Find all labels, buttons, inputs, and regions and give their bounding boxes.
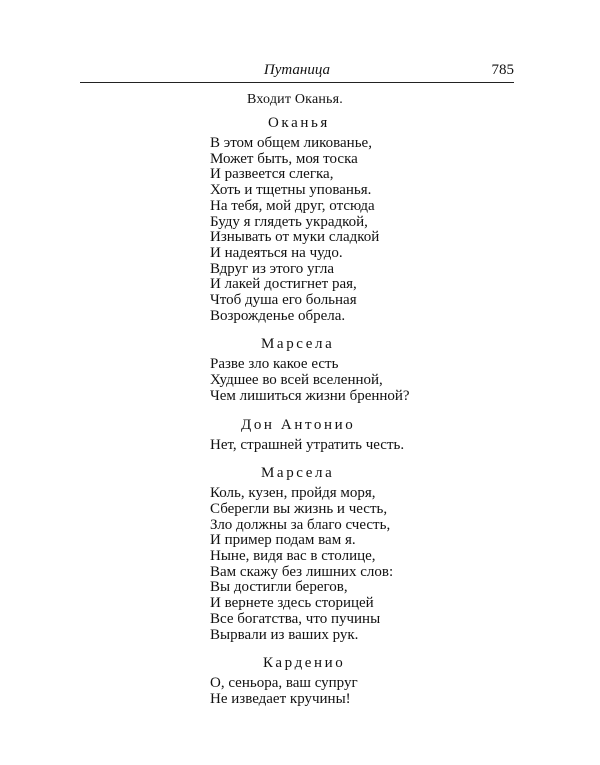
speech-block bbox=[210, 114, 540, 324]
speech-block bbox=[210, 654, 540, 707]
verse-line: Возрожденье обрела. bbox=[210, 307, 346, 324]
verse-lines bbox=[210, 136, 540, 324]
verse-line: Зло должны за благо счесть, bbox=[210, 516, 391, 533]
verse-line: Сберегли вы жизнь и честь, bbox=[210, 500, 388, 517]
verse-line: На тебя, мой друг, отсюда bbox=[210, 197, 375, 214]
verse-line: И пример подам вам я. bbox=[210, 532, 356, 549]
speech-block bbox=[210, 464, 540, 643]
speaker-name: Марсела bbox=[261, 336, 335, 353]
verse-line: И надеяться на чудо. bbox=[210, 244, 343, 261]
verse-line: И развеется слегка, bbox=[210, 166, 334, 183]
verse-lines bbox=[210, 676, 540, 707]
verse-line: Чтоб душа его больная bbox=[210, 292, 357, 309]
speaker-name: Марсела bbox=[261, 465, 335, 482]
verse-line: Чем лишиться жизни бренной? bbox=[210, 387, 410, 404]
dialogue bbox=[210, 114, 540, 708]
verse-line: Ныне, видя вас в столице, bbox=[210, 548, 376, 565]
verse-line: Вырвали из ваших рук. bbox=[210, 626, 359, 643]
running-head bbox=[80, 62, 514, 84]
verse-line: Разве зло какое есть bbox=[210, 356, 339, 373]
verse-line: Буду я глядеть украдкой, bbox=[210, 213, 368, 230]
speaker-name: Оканья bbox=[268, 115, 330, 131]
running-title: Путаница bbox=[263, 62, 331, 78]
verse-line: Изнывать от муки сладкой bbox=[210, 229, 380, 246]
speech-block bbox=[210, 335, 540, 404]
verse-line: И вернете здесь сторицей bbox=[210, 595, 374, 612]
verse-line: Вы достигли берегов, bbox=[210, 579, 348, 596]
speaker-name: Карденио bbox=[263, 655, 346, 672]
verse-line: Не изведает кручины! bbox=[210, 690, 351, 707]
play-text bbox=[210, 92, 540, 708]
page-number: 785 bbox=[491, 62, 514, 78]
speaker-name: Дон Антонио bbox=[241, 416, 356, 433]
verse-line: Все богатства, что пучины bbox=[210, 610, 381, 627]
verse-lines bbox=[210, 486, 540, 643]
verse-line: Хоть и тщетны упованья. bbox=[210, 182, 372, 199]
verse-lines bbox=[210, 438, 540, 454]
verse-line: Может быть, моя тоска bbox=[210, 150, 358, 167]
verse-line: В этом общем ликованье, bbox=[210, 135, 372, 151]
verse-line: Нет, страшней утратить честь. bbox=[210, 436, 405, 453]
speech-block bbox=[210, 416, 540, 454]
verse-line: Вам скажу без лишних слов: bbox=[210, 563, 394, 580]
verse-lines bbox=[210, 357, 540, 404]
verse-line: О, сеньора, ваш супруг bbox=[210, 675, 358, 692]
verse-line: Вдруг из этого угла bbox=[210, 260, 335, 277]
verse-line: Худшее во всей вселенной, bbox=[210, 372, 383, 389]
verse-line: И лакей достигнет рая, bbox=[210, 276, 357, 293]
stage-direction: Входит Оканья. bbox=[247, 92, 343, 107]
header-rule bbox=[80, 82, 514, 83]
verse-line: Коль, кузен, пройдя моря, bbox=[210, 485, 376, 502]
